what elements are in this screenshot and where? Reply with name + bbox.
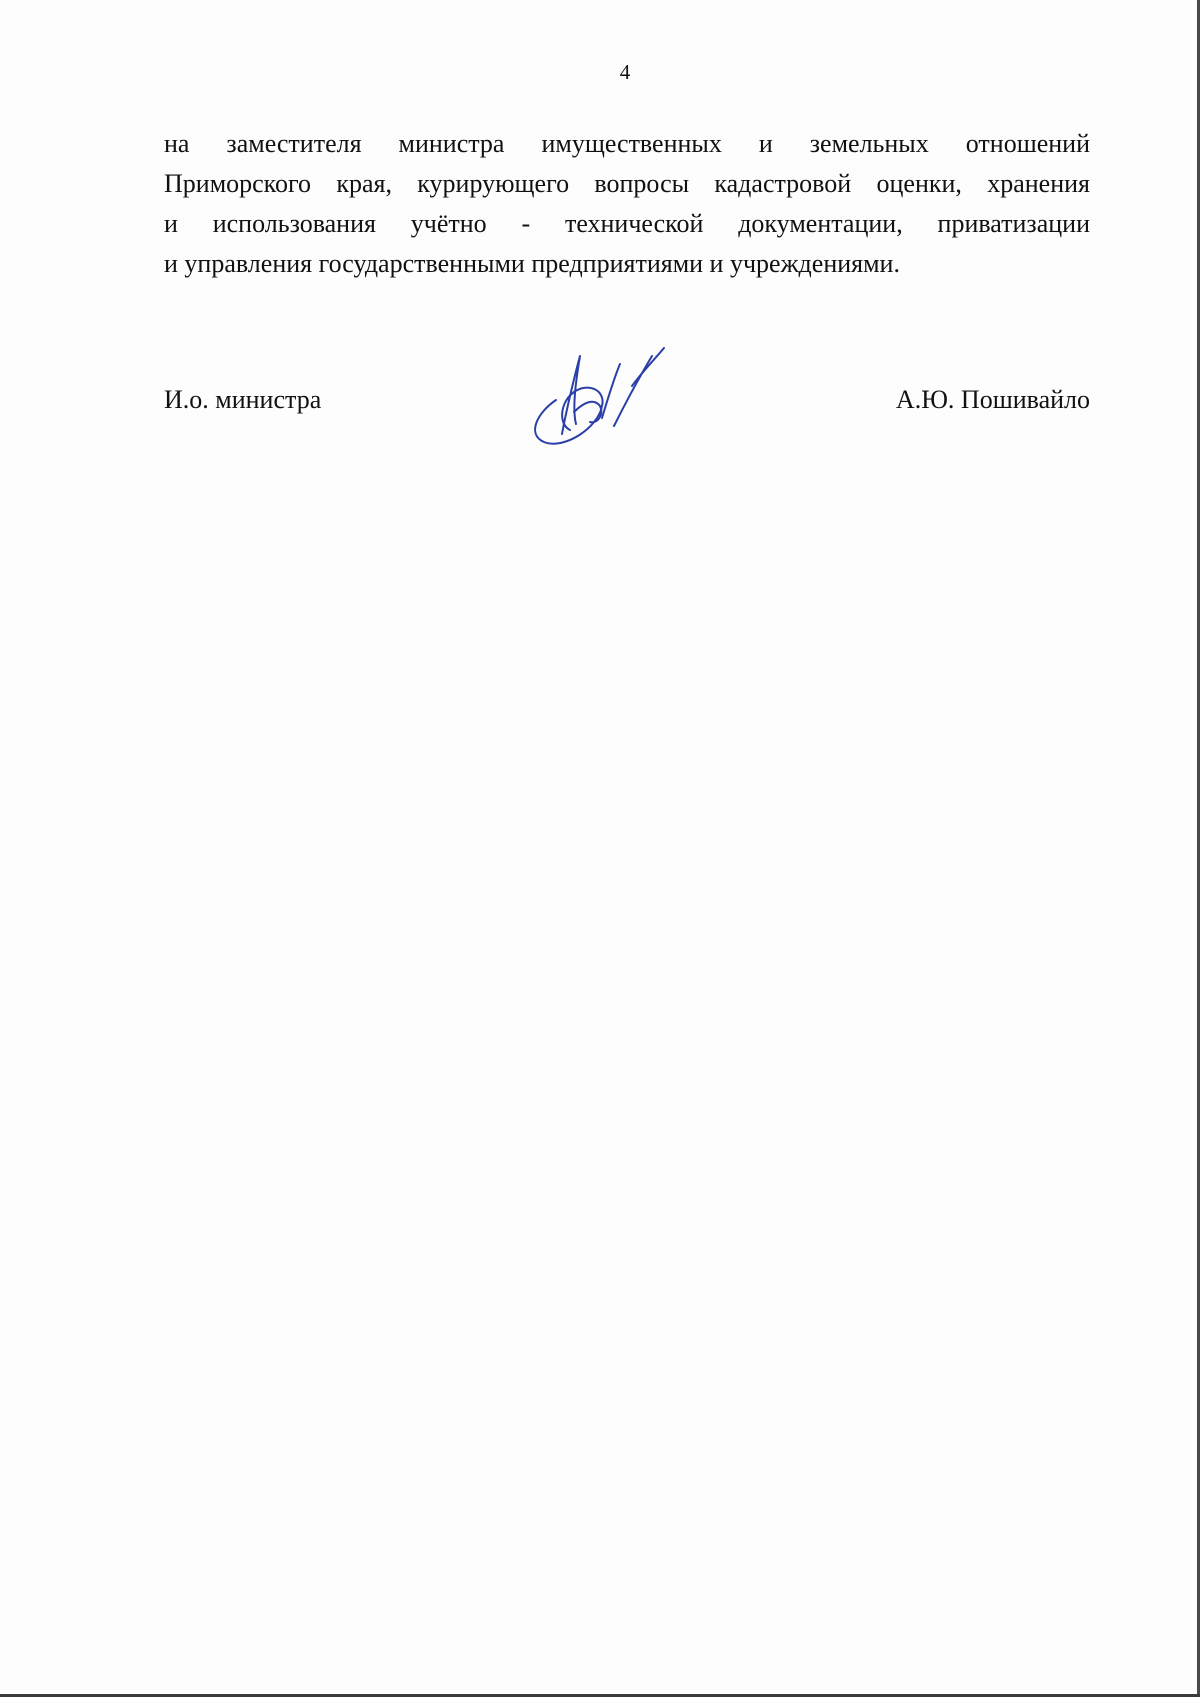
signature-tail-stroke — [632, 348, 664, 386]
signature-middle-stroke — [574, 402, 601, 423]
signer-title: И.о. министра — [164, 385, 322, 414]
body-paragraph — [164, 124, 1090, 284]
signature-upstroke-2 — [602, 364, 620, 418]
body-line-4: и управления государственными предприятиями и учреждениями. — [164, 249, 900, 278]
body-line-1: на заместителя министра имущественных и земельных отношений — [164, 129, 1090, 158]
handwritten-signature — [518, 342, 668, 454]
signature-loop-stroke — [535, 388, 602, 444]
body-line-3: и использования учётно - технической документации, приватизации — [164, 209, 1090, 238]
body-line-2: Приморского края, курирующего вопросы кадастровой оценки, хранения — [164, 169, 1090, 198]
signer-name: А.Ю. Пошивайло — [895, 385, 1090, 414]
page-number: 4 — [619, 60, 631, 84]
signature-upstroke-1 — [562, 356, 580, 434]
